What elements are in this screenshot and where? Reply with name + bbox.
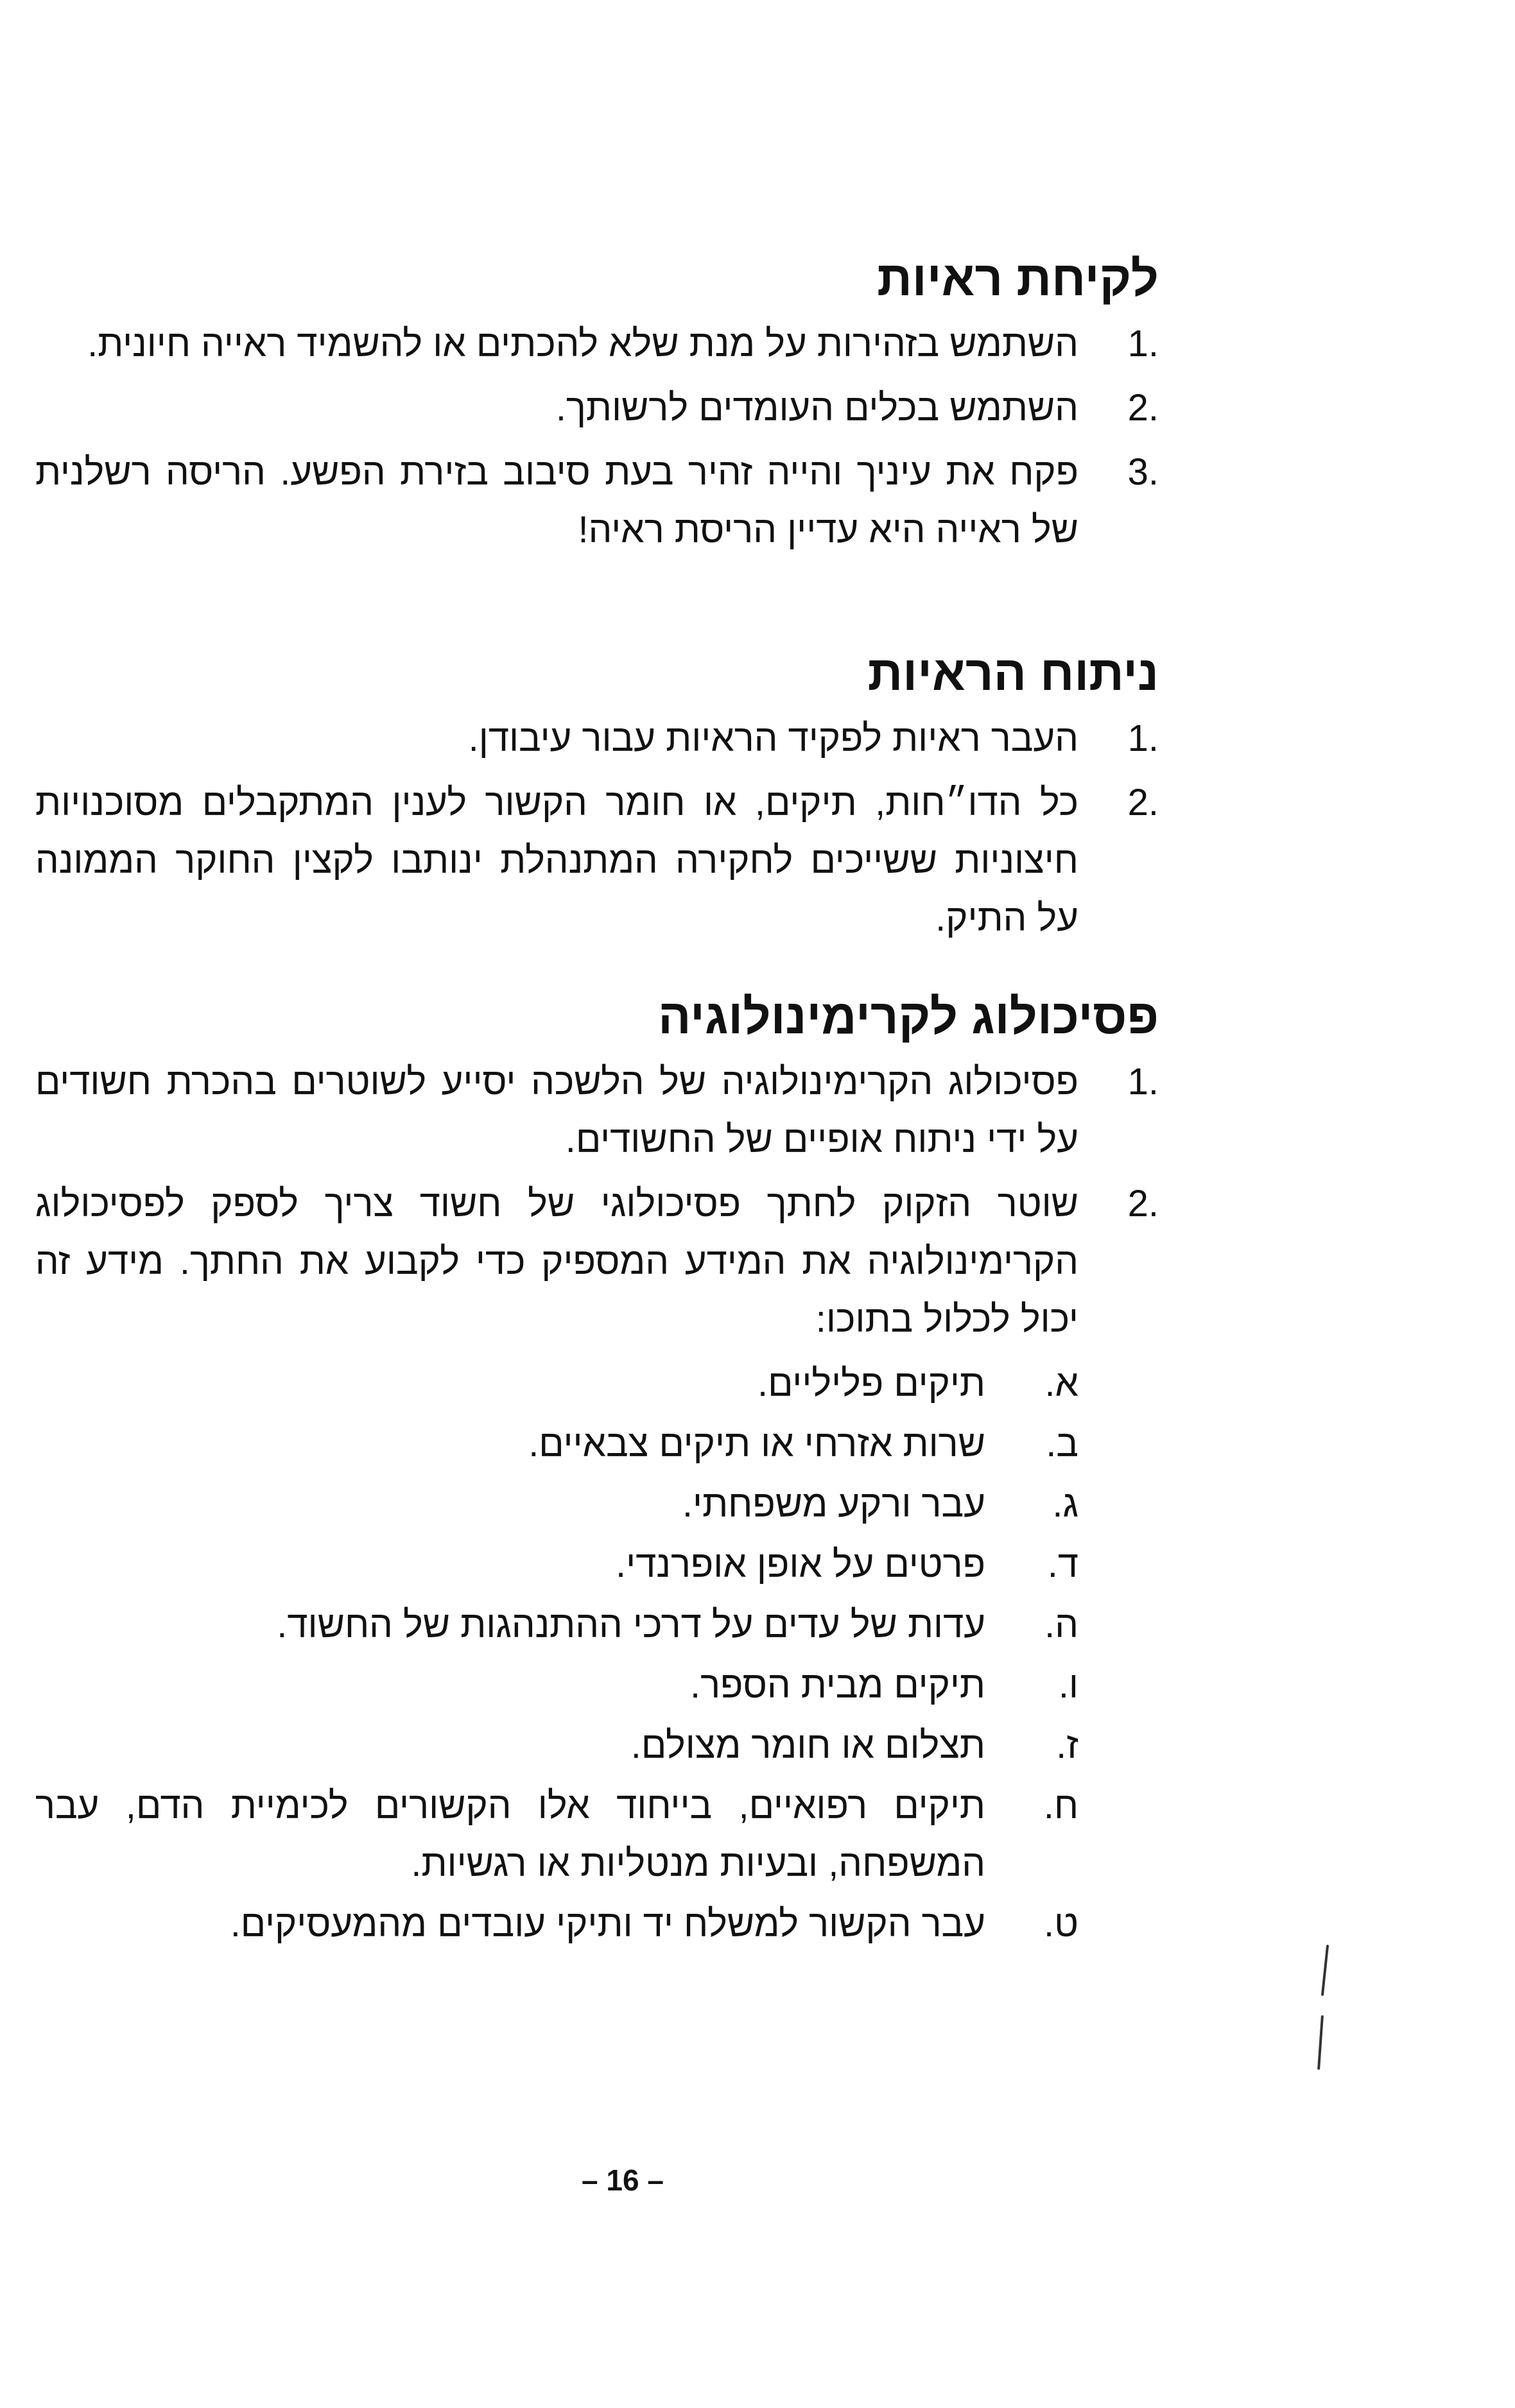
section-evidence-analysis xyxy=(35,642,1159,954)
sub-item-letter: ט. xyxy=(1044,1903,1078,1945)
item-number: 2. xyxy=(1127,387,1159,429)
sub-list-item xyxy=(35,1777,1159,1893)
sub-item-text: עבר הקשור למשלח יד ותיקי עובדים מהמעסיקים. xyxy=(230,1903,985,1945)
sub-item-text: פרטים על אופן אופרנדי. xyxy=(616,1544,985,1585)
sub-list-item xyxy=(35,1656,1159,1714)
section-evidence-collection xyxy=(35,247,1159,565)
sub-item-text: תיקים פליליים. xyxy=(757,1363,985,1404)
sub-list-item xyxy=(35,1415,1159,1473)
section-heading: פסיכולוג לקרימינולוגיה xyxy=(658,990,1159,1044)
sub-list-item xyxy=(35,1536,1159,1594)
sub-item-text: עדות של עדים על דרכי ההתנהגות של החשוד. xyxy=(277,1604,985,1646)
page-number: – 16 – xyxy=(582,2163,664,2197)
item-text: השתמש בזהירות על מנת שלא להכתים או להשמיד ראייה חיונית. xyxy=(87,323,1078,365)
sub-item-text: עבר ורקע משפחתי. xyxy=(682,1483,985,1525)
item-text: כל הדו״חות, תיקים, או חומר הקשור לענין המתקבלים מסוכנויות חיצוניות ששייכים לחקירה המתנהלת ינותבו לקצין החוקר הממונה על התיק. xyxy=(35,782,1078,939)
list-item xyxy=(35,315,1159,373)
sub-item-text: שרות אזרחי או תיקים צבאיים. xyxy=(528,1423,985,1465)
sub-item-text: תצלום או חומר מצולם. xyxy=(630,1724,985,1766)
sub-item-letter: ג. xyxy=(1052,1483,1078,1525)
item-text: פסיכולוג הקרימינולוגיה של הלשכה יסייע לשוטרים בהכרת חשודים על ידי ניתוח אופיים של החשודים. xyxy=(35,1061,1078,1160)
item-number: 2. xyxy=(1127,1183,1159,1225)
item-text: העבר ראיות לפקיד הראיות עבור עיבודן. xyxy=(468,718,1078,759)
list-item xyxy=(35,1053,1159,1169)
item-number: 1. xyxy=(1127,718,1159,759)
section-criminology-psychologist xyxy=(35,985,1159,1956)
sub-item-letter: ה. xyxy=(1044,1604,1078,1646)
sub-list-item xyxy=(35,1355,1159,1413)
sub-item-text: תיקים רפואיים, בייחוד אלו הקשורים לכימיית הדם, עבר המשפחה, ובעיות מנטליות או רגשיות. xyxy=(35,1785,985,1884)
sub-item-letter: ב. xyxy=(1046,1423,1078,1465)
scan-mark xyxy=(1317,2015,1324,2070)
scan-mark xyxy=(1321,1945,1329,1996)
sub-item-letter: ח. xyxy=(1043,1785,1078,1827)
list-item xyxy=(35,379,1159,437)
section-heading: לקיחת ראיות xyxy=(877,252,1159,306)
sub-item-text: תיקים מבית הספר. xyxy=(689,1664,985,1706)
item-number: 1. xyxy=(1127,323,1159,365)
list-item xyxy=(35,774,1159,947)
item-number: 2. xyxy=(1127,782,1159,823)
section-heading: ניתוח הראיות xyxy=(867,646,1159,701)
list-item xyxy=(35,443,1159,559)
item-number: 1. xyxy=(1127,1061,1159,1103)
sub-list-item xyxy=(35,1717,1159,1775)
sub-item-letter: א. xyxy=(1044,1363,1078,1404)
sub-list-item xyxy=(35,1475,1159,1533)
item-text: פקח את עיניך והייה זהיר בעת סיבוב בזירת הפשע. הריסה רשלנית של ראייה היא עדיין הריסת ראיה! xyxy=(35,451,1078,551)
item-text: השתמש בכלים העומדים לרשותך. xyxy=(555,387,1078,429)
sub-item-letter: ז. xyxy=(1056,1724,1078,1766)
sub-list-item xyxy=(35,1895,1159,1953)
sub-item-letter: ו. xyxy=(1058,1664,1078,1706)
sub-list-item xyxy=(35,1596,1159,1654)
item-number: 3. xyxy=(1127,451,1159,493)
sub-item-letter: ד. xyxy=(1047,1544,1078,1585)
item-text: שוטר הזקוק לחתך פסיכולוגי של חשוד צריך לספק לפסיכולוג הקרימינולוגיה את המידע המספיק כדי לקבוע את החתך. מידע זה יכול לכלול בתוכו: xyxy=(35,1183,1078,1340)
list-item xyxy=(35,710,1159,768)
list-item xyxy=(35,1175,1159,1348)
